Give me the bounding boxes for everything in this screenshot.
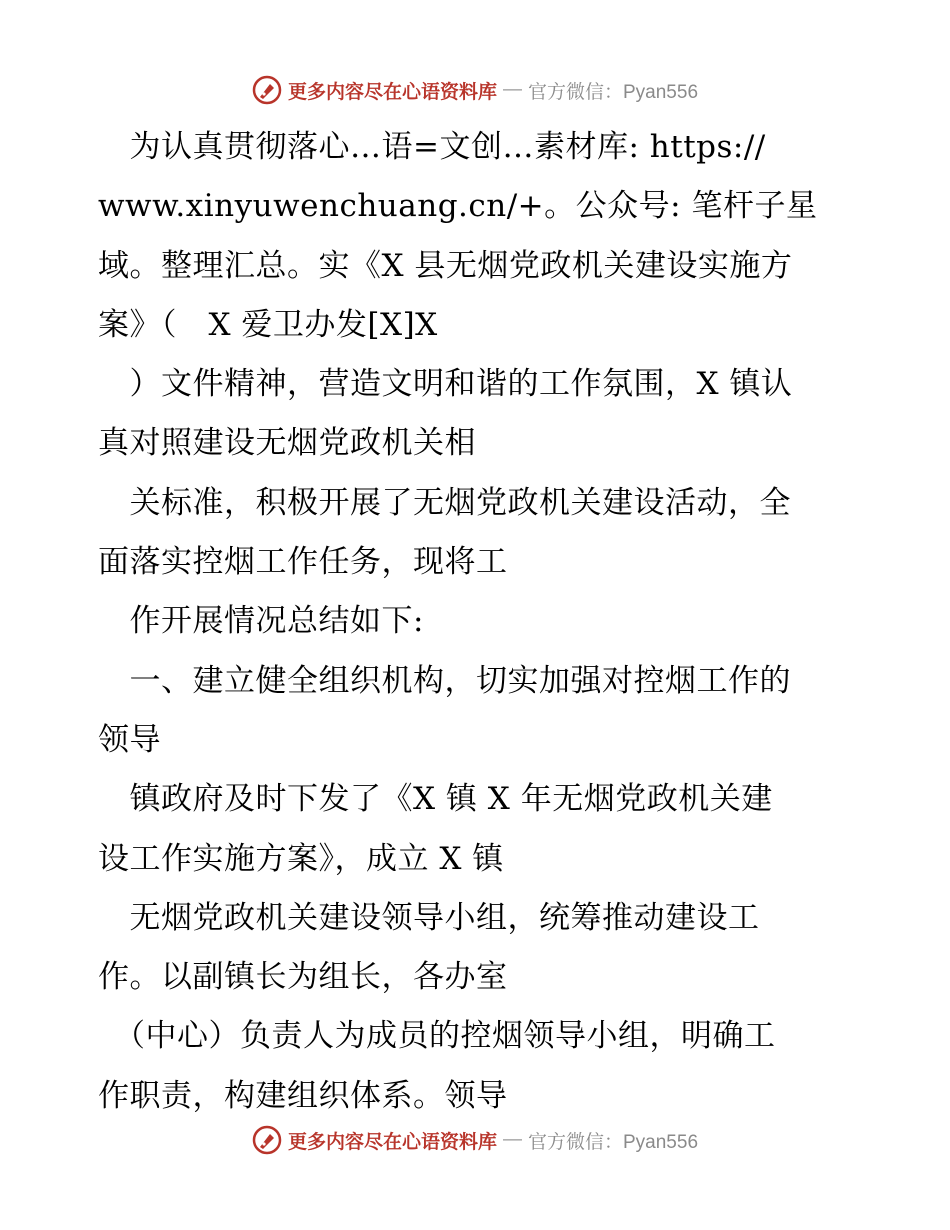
- top-watermark-banner: [0, 70, 950, 110]
- text-line: 域。整理汇总。实《X 县无烟党政机关建设实施方: [98, 247, 793, 284]
- pen-nib-logo-icon: [252, 1125, 282, 1155]
- text-line: 领导: [98, 721, 161, 758]
- text-line: 关标准，积极开展了无烟党政机关建设活动，全: [98, 484, 791, 521]
- text-line: 作开展情况总结如下:: [98, 603, 424, 640]
- text-line: （中心）负责人为成员的控烟领导小组，明确工: [98, 1018, 776, 1055]
- text-line: 为认真贯彻落心…语=文创…素材库: https://: [98, 129, 766, 165]
- watermark-library-text: 更多内容尽在心语资料库: [287, 81, 497, 103]
- text-line: 镇政府及时下发了《X 镇 X 年无烟党政机关建: [98, 781, 773, 818]
- watermark-wechat-text: 官方微信：Pyan556: [528, 1131, 699, 1153]
- text-line: 作。以副镇长为组长，各办室: [98, 959, 508, 996]
- watermark-library-text: 更多内容尽在心语资料库: [287, 1131, 497, 1153]
- watermark-content: [252, 75, 698, 105]
- text-line: 设工作实施方案》，成立 X 镇: [98, 840, 504, 877]
- pen-nib-logo-icon: [252, 75, 282, 105]
- text-line: 作职责，构建组织体系。领导: [98, 1077, 508, 1114]
- text-line: 面落实控烟工作任务，现将工: [98, 544, 508, 581]
- text-line: 真对照建设无烟党政机关相: [98, 425, 476, 462]
- watermark-content: [252, 1125, 698, 1155]
- watermark-wechat-text: 官方微信：Pyan556: [528, 81, 699, 103]
- watermark-dash: —: [503, 79, 522, 100]
- document-body: [98, 118, 858, 1126]
- watermark-dash: —: [503, 1129, 522, 1150]
- text-line: 无烟党政机关建设领导小组，统筹推动建设工: [98, 899, 760, 936]
- text-line: 案》（ X 爱卫办发[X]X: [98, 306, 438, 343]
- text-line: ）文件精神，营造文明和谐的工作氛围，X 镇认: [98, 366, 793, 403]
- text-line: 一、建立健全组织机构，切实加强对控烟工作的: [98, 662, 791, 699]
- bottom-watermark-banner: [0, 1120, 950, 1160]
- text-line: www.xinyuwenchuang.cn/+。公众号: 笔杆子星: [98, 188, 818, 225]
